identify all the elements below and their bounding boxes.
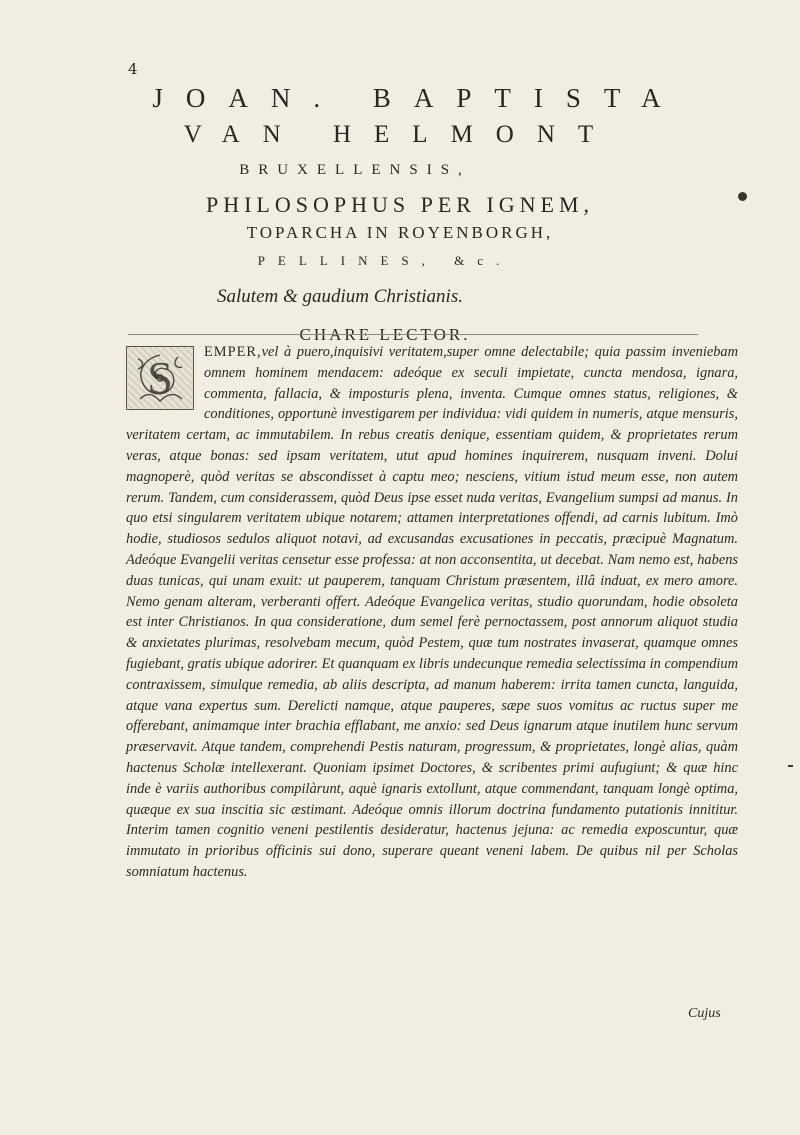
address-reader: CHARE LECTOR.: [299, 325, 471, 344]
preface-body: [126, 342, 738, 883]
body-text: vel à puero,inquisivi veritatem,super omne delectabile; quia passim inveniebam omnem hominem mendacem: adeóque ex seculi impietate, cuncta mendosa, ignara, commenta, fallacia, & imposturis plena, inventa. Cumque omnes status, religiones, & conditiones, opportunè investigarem per individua: vidi quidem in numeris, atque mensuris, veritatem certam, ac immutabilem. In rebus creatis denique, essentiam quidem, & proprietates rerum veras, atque bonas: sed ipsam veritatem, utut apud homines inquirerem, nusquam inveni. Dolui magnoperè, quòd veritas se abscondisset à captu meo; nesciens, vitium istud meum esse, non autem rerum. Tandem, cum considerassem, quòd Deus ipse esset nuda veritas, Evangelium sumpsi ad manus. In quo etsi singularem veritatem ubique notarem; attamen interpretationes offendi, ad carnis lubitum. Imò hodie, studiosos sedulos aliquot notavi, ad excusandas excusationes in peccatis, præcipuè Magnatum. Adeóque Evangelii veritas censetur esse professa: at non acconsentita, ut decebat. Nam nemo est, habens duas tunicas, qui unam exuit: ut pauperem, tanquam Christum præsentem, illâ induat, ex mero amore. Nemo genam alteram, verberanti offert. Adeóque Evangelica veritas, studio quorundam, hodie obsoleta est inter Christianos. In qua consideratione, dum semel ferè pernoctassem, post annorum aliquot studia & anxietates plurimas, resolvebam mecum, quòd Pestem, quæ tum nostrates invaserat, quamque omnes fugiebant, gratis ubique adorirer. Et quanquam ex libris undecunque remedia selectissima in compendium contraxissem, simulque remedia, ab aliis descripta, ad manum haberem: irrita tamen cuncta, languida, atque vana expertus sum. Derelicti namque, atque pauperes, sæpe suos vomitus ac ructus super me offerebant, animamque inter brachia efflabant, me anxio: sed Deus ignarum atque inutilem hunc servum præservavit. Atque tandem, comprehendi Pestis naturam, progressum, & proprietates, longè alias, quàm hactenus Scholæ intellexerant. Quoniam ipsimet Doctores, & scribentes primi aufugiunt; & quæ hinc inde è variis authoribus compilàrunt, aquè ignaris extollunt, atque commendant, tanquam longè optima, quæque ex sua inscitia sic æstimant. Adeóque omnis illorum doctrina fundamento putationis innititur. Interim tamen cognitio veneni pestilentis desideratur, hactenus jejuna: ac remedia exposcuntur, quæ immutato in prioribus officinis sui dono, superare queant veneni labem. De quibus nil per Scholas somniatum hactenus.: [126, 344, 738, 880]
first-word: EMPER,: [204, 344, 262, 360]
title-author-last: VAN HELMONT: [183, 121, 617, 148]
catchword: Cujus: [688, 1006, 721, 1021]
title-profession: PHILOSOPHUS PER IGNEM,: [205, 192, 595, 217]
title-block: [0, 82, 800, 346]
title-author-first: JOAN. BAPTISTA: [152, 83, 684, 113]
margin-mark: [788, 765, 793, 767]
title-origin: BRUXELLENSIS,: [239, 162, 471, 178]
salutation: Salutem & gaudium Christianis.: [217, 286, 463, 307]
folio-number: 4: [128, 60, 138, 78]
ornamental-initial: [126, 346, 194, 410]
title-lordship: TOPARCHA IN ROYENBORGH,: [246, 223, 554, 242]
ink-blot: [738, 192, 747, 201]
initial-letter: S: [147, 352, 173, 403]
title-pellines: PELLINES, &c.: [257, 253, 513, 268]
divider: [128, 334, 698, 335]
